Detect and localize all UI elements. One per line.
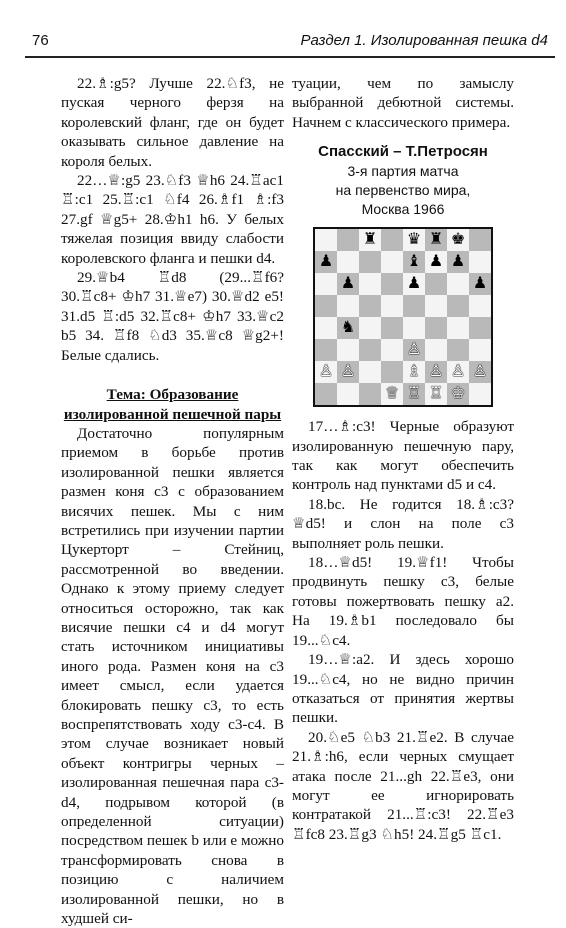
paragraph-move-18: 18.bc. Не годится 18.♗:c3? ♕d5! и слон на поле c3 выполняет роль пешки. bbox=[292, 495, 514, 552]
board-square bbox=[425, 295, 447, 317]
board-square bbox=[315, 339, 337, 361]
board-square bbox=[337, 339, 359, 361]
chess-piece: ♟ bbox=[428, 253, 444, 271]
board-square bbox=[381, 295, 403, 317]
spacer bbox=[61, 365, 284, 385]
board-square bbox=[315, 361, 337, 383]
paragraph-move-22: 22.♗:g5? Лучше 22.♘f3, не пуская черного ферзя на королевский фланг, где он будет оказывать сильное давление на короля белых. bbox=[61, 75, 284, 170]
chess-piece: ♙ bbox=[406, 341, 422, 359]
board-square bbox=[337, 273, 359, 295]
board-square bbox=[403, 251, 425, 273]
board-square bbox=[315, 317, 337, 339]
board-square bbox=[381, 317, 403, 339]
board-square bbox=[447, 295, 469, 317]
paragraph-continuation: туации, чем по замыслу выбранной дебютной системы. Начнем с классического примера. bbox=[292, 75, 514, 131]
board-square bbox=[447, 251, 469, 273]
game-info-line: на первенство мира, bbox=[335, 182, 471, 199]
paragraph-move-17: 17…♗:c3! Черные образуют изолированную пешечную пару, так как могут обеспечить контроль над пунктами d5 и c4. bbox=[292, 418, 514, 494]
board-square bbox=[469, 383, 491, 405]
chess-piece: ♕ bbox=[384, 385, 400, 403]
chess-piece: ♙ bbox=[428, 363, 444, 381]
paragraph-move-20-21: 20.♘e5 ♘b3 21.♖e2. В случае 21.♗:h6, если черных смущает атака после 21...gh 22.♖e3, они могут ее игнорировать контратакой 21...♖:c3! 22.♖e3 ♖fc8 23.♖g3 ♘h5! 24.♖g5 ♖c1. bbox=[292, 728, 514, 843]
board-square bbox=[403, 317, 425, 339]
chess-piece: ♙ bbox=[340, 363, 356, 381]
chess-board bbox=[315, 229, 491, 405]
board-square bbox=[469, 229, 491, 251]
board-square bbox=[425, 273, 447, 295]
board-square bbox=[403, 361, 425, 383]
chess-piece: ♟ bbox=[406, 275, 422, 293]
board-square bbox=[359, 317, 381, 339]
topic-heading: Тема: Образование изолированной пешечной пары bbox=[63, 386, 282, 423]
board-square bbox=[359, 295, 381, 317]
chess-piece: ♚ bbox=[450, 231, 466, 249]
board-square bbox=[359, 361, 381, 383]
paragraph-topic-body: Достаточно популярным приемом в борьбе против изолированной пешки является размен коня с3 с образованием висячих пешек. Мы с ним встретились при изучении партии Цукерторт – Стейниц, рассмотренной во введении. Однако к этому приему следует относиться осторожно, так как висячие пешки с4 и d4 могут стать источником инициативы иного рода. Размен коня на с3 имеет смысл, если удается блокировать пешку с3, то есть воспрепятствовать ходу с3-с4. В этом случае возникает новый объект контригры черных – изолированная пешечная пара с3-d4, подрывом которой (в определенной ситуации) посредством пешек b или e можно трансформировать снова в позицию с наличием изолированной пешки, но в худшей си- bbox=[61, 424, 284, 928]
chess-piece: ♛ bbox=[406, 231, 422, 249]
board-square bbox=[315, 383, 337, 405]
board-square bbox=[337, 229, 359, 251]
board-square bbox=[315, 273, 337, 295]
board-square bbox=[337, 295, 359, 317]
board-square bbox=[469, 273, 491, 295]
board-square bbox=[381, 273, 403, 295]
paragraph-move-18-19: 18…♕d5! 19.♕f1! Чтобы продвинуть пешку c3, белые готовы пожертвовать пешку a2. На 19.♗b1 последовало бы 19...♘c4. bbox=[292, 554, 514, 649]
section-title: Раздел 1. Изолированная пешка d4 bbox=[300, 32, 548, 49]
chess-piece: ♗ bbox=[406, 363, 422, 381]
board-square bbox=[425, 229, 447, 251]
spacer bbox=[292, 132, 514, 142]
chess-piece: ♔ bbox=[450, 385, 466, 403]
game-header bbox=[292, 142, 514, 219]
board-square bbox=[425, 339, 447, 361]
chess-piece: ♟ bbox=[472, 275, 488, 293]
chess-piece: ♜ bbox=[428, 231, 444, 249]
board-square bbox=[359, 273, 381, 295]
board-square bbox=[381, 361, 403, 383]
board-square bbox=[469, 295, 491, 317]
board-square bbox=[447, 273, 469, 295]
right-column bbox=[292, 74, 514, 844]
header-rule bbox=[25, 56, 555, 58]
chess-piece: ♞ bbox=[340, 319, 356, 337]
board-square bbox=[381, 339, 403, 361]
board-square bbox=[469, 339, 491, 361]
board-square bbox=[403, 295, 425, 317]
chess-piece: ♟ bbox=[450, 253, 466, 271]
chess-piece: ♝ bbox=[406, 253, 422, 271]
board-square bbox=[381, 251, 403, 273]
chess-piece: ♙ bbox=[450, 363, 466, 381]
board-square bbox=[469, 251, 491, 273]
board-square bbox=[403, 383, 425, 405]
spacer bbox=[292, 407, 514, 417]
board-square bbox=[447, 361, 469, 383]
board-square bbox=[359, 251, 381, 273]
board-square bbox=[337, 251, 359, 273]
board-square bbox=[403, 229, 425, 251]
board-square bbox=[469, 361, 491, 383]
chess-piece: ♜ bbox=[362, 231, 378, 249]
chess-diagram bbox=[313, 227, 493, 407]
game-info-line: Москва 1966 bbox=[361, 201, 445, 218]
board-square bbox=[425, 383, 447, 405]
paragraph-moves-22-28: 22…♕:g5 23.♘f3 ♕h6 24.♖ac1 ♖:c1 25.♖:c1 ♘f4 26.♗f1 ♗:f3 27.gf ♕g5+ 28.♔h1 h6. У белых тяжелая позиция ввиду слабости королевского фланга и пешки d4. bbox=[61, 172, 284, 267]
chess-piece: ♟ bbox=[340, 275, 356, 293]
paragraph-move-19: 19…♕:a2. И здесь хорошо 19...♘c4, но не видно причин отказаться от принятия жертвы пешки. bbox=[292, 651, 514, 727]
chess-piece: ♖ bbox=[428, 385, 444, 403]
chess-piece: ♖ bbox=[406, 385, 422, 403]
board-square bbox=[425, 251, 447, 273]
board-square bbox=[425, 361, 447, 383]
board-square bbox=[315, 295, 337, 317]
chess-piece: ♙ bbox=[318, 363, 334, 381]
board-square bbox=[337, 361, 359, 383]
board-square bbox=[359, 229, 381, 251]
board-square bbox=[381, 383, 403, 405]
page-number: 76 bbox=[32, 32, 49, 49]
board-square bbox=[447, 383, 469, 405]
game-info-line: 3-я партия матча bbox=[347, 163, 459, 180]
board-square bbox=[447, 317, 469, 339]
paragraph-moves-29-35: 29.♕b4 ♖d8 (29...♖f6? 30.♖c8+ ♔h7 31.♕e7) 30.♕d2 e5! 31.d5 ♖:d5 32.♖c8+ ♔h7 33.♕c2 b5 34. ♖f8 ♘d3 35.♕c8 ♕g2+! Белые сдались. bbox=[61, 269, 284, 364]
board-square bbox=[337, 317, 359, 339]
board-square bbox=[447, 229, 469, 251]
board-square bbox=[403, 273, 425, 295]
board-square bbox=[359, 383, 381, 405]
board-square bbox=[337, 383, 359, 405]
board-square bbox=[403, 339, 425, 361]
board-square bbox=[381, 229, 403, 251]
board-square bbox=[359, 339, 381, 361]
board-square bbox=[447, 339, 469, 361]
page-header bbox=[25, 30, 555, 60]
board-square bbox=[469, 317, 491, 339]
board-square bbox=[425, 317, 447, 339]
board-square bbox=[315, 251, 337, 273]
board-square bbox=[315, 229, 337, 251]
game-players: Спасский – Т.Петросян bbox=[318, 143, 488, 161]
chess-piece: ♙ bbox=[472, 363, 488, 381]
chess-piece: ♟ bbox=[318, 253, 334, 271]
